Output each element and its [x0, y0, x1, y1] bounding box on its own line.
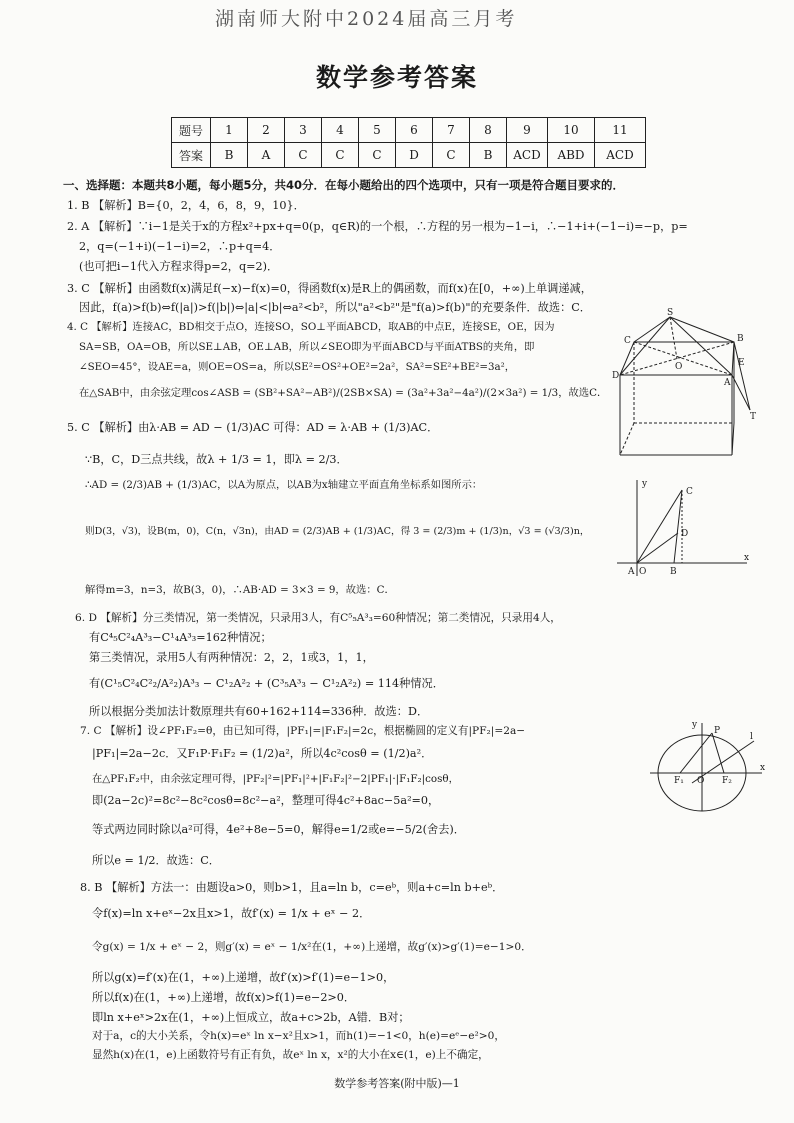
pyramid-figure — [612, 308, 757, 475]
table-cell: D — [396, 143, 433, 168]
table-cell: 6 — [396, 118, 433, 143]
figure-label: y — [642, 479, 648, 489]
table-cell: 7 — [433, 118, 470, 143]
answer-line: 6. D 【解析】分三类情况，第一类情况，只录用3人，有C⁵₅A³₃=60种情况；第二类情况，只录用4人， — [75, 612, 561, 624]
table-cell: ACD — [507, 143, 548, 168]
answer-line: 即ln x+eˣ>2x在(1，+∞)上恒成立，故a+c>2b，A错．B对； — [92, 1011, 410, 1024]
figure-label: F₂ — [722, 776, 732, 786]
answer-line: (也可把i−1代入方程求得p=2，q=2)． — [79, 260, 279, 273]
answer-line: 2，q=(−1+i)(−1−i)=2，∴p+q=4． — [79, 240, 281, 253]
answer-line: SA=SB，OA=OB，所以SE⊥AB，OE⊥AB，所以∠SEO即为平面ABCD与平面ATBS的夹角，即 — [79, 341, 535, 353]
page-header: 湖南师大附中2024届高三月考 — [215, 8, 518, 30]
answer-line: 解得m=3，n=3，故B(3，0)，∴AB·AD = 3×3 = 9，故选：C． — [85, 584, 395, 596]
table-row-header: 答案 — [172, 143, 211, 168]
figure-label: l — [750, 732, 753, 742]
page-footer: 数学参考答案(附中版)—1 — [334, 1077, 460, 1090]
answer-line: 对于a，c的大小关系，令h(x)=eˣ ln x−x²且x>1，而h(1)=−1<0，h(e)=eᵉ−e²>0， — [92, 1030, 506, 1042]
figure-label: y — [692, 720, 698, 730]
section-heading: 一、选择题：本题共8小题，每小题5分，共40分．在每小题给出的四个选项中，只有一项是符合题目要求的． — [63, 178, 625, 192]
table-cell: 9 — [507, 118, 548, 143]
answer-line: 令g(x) = 1/x + eˣ − 2，则g′(x) = eˣ − 1/x²在(1，+∞)上递增，故g′(x)>g′(1)=e−1>0． — [92, 941, 532, 953]
answer-line: 3. C 【解析】由函数f(x)满足f(−x)−f(x)=0，得函数f(x)是R上的偶函数，而f(x)在[0，+∞)上单调递减， — [67, 282, 592, 295]
table-cell: ABD — [548, 143, 595, 168]
table-row-header: 题号 — [172, 118, 211, 143]
figure-label: D — [612, 371, 620, 381]
answer-line: 所以根据分类加法计数原理共有60+162+114=336种．故选：D． — [89, 705, 429, 718]
figure-label: B — [670, 567, 677, 577]
table-cell: 4 — [322, 118, 359, 143]
table-cell: C — [359, 143, 396, 168]
figure-label: x — [744, 553, 750, 563]
figure-label: A — [724, 378, 731, 388]
answer-line: 1. B 【解析】B={0，2，4，6，8，9，10}． — [67, 199, 305, 212]
answer-line: 第三类情况，录用5人有两种情况：2，2，1或3，1，1， — [89, 651, 374, 664]
answer-line: 5. C 【解析】由λ·AB = AD − (1/3)AC 可得：AD = λ·AB + (1/3)AC． — [67, 421, 439, 434]
answer-line: 有(C¹₅C²₄C²₂/A²₂)A³₃ − C¹₂A²₂ + (C³₅A³₃ − C¹₂A²₂) = 114种情况． — [89, 677, 444, 690]
table-cell: ACD — [595, 143, 646, 168]
figure-label: C — [686, 487, 693, 497]
table-row — [172, 118, 646, 143]
figure-label: S — [667, 308, 674, 318]
coordinate-figure — [612, 478, 752, 578]
table-cell: B — [470, 143, 507, 168]
table-cell: C — [322, 143, 359, 168]
table-cell: 8 — [470, 118, 507, 143]
figure-label: O — [675, 362, 683, 372]
answer-line: 2. A 【解析】∵i−1是关于x的方程x²+px+q=0(p，q∈R)的一个根，∴方程的另一根为−1−i，∴−1+i+(−1−i)=−p，p= — [67, 220, 688, 233]
answer-table — [171, 117, 646, 168]
figure-label: A — [628, 567, 635, 577]
answer-line: ∠SEO=45°，设AE=a，则OE=OS=a，所以SE²=OS²+OE²=2a²，SA²=SE²+BE²=3a²， — [79, 361, 516, 373]
answer-line: 4. C 【解析】连接AC，BD相交于点O，连接SO，SO⊥平面ABCD，取AB的中点E，连接SE，OE，因为 — [67, 321, 555, 333]
answer-line: 7. C 【解析】设∠PF₁F₂=θ，由已知可得，|PF₁|=|F₁F₂|=2c，根据椭圆的定义有|PF₂|=2a− — [80, 725, 526, 737]
figure-label: E — [738, 358, 745, 368]
table-cell: B — [211, 143, 248, 168]
answer-line: 所以g(x)=f′(x)在(1，+∞)上递增，故f′(x)>f′(1)=e−1>0， — [92, 971, 395, 984]
figure-label: P — [714, 726, 721, 736]
answer-line: |PF₁|=2a−2c．又F₁P·F₁F₂ = (1/2)a²，所以4c²cosθ = (1/2)a²． — [92, 747, 433, 760]
answer-line: 8. B 【解析】方法一：由题设a>0，则b>1，且a=ln b，c=eᵇ，则a+c=ln b+eᵇ． — [80, 881, 504, 894]
figure-label: O — [639, 567, 647, 577]
table-cell: 1 — [211, 118, 248, 143]
answer-line: 在△PF₁F₂中，由余弦定理可得，|PF₂|²=|PF₁|²+|F₁F₂|²−2|PF₁|·|F₁F₂|cosθ， — [92, 773, 459, 785]
table-cell: A — [248, 143, 285, 168]
figure-label: x — [760, 763, 766, 773]
figure-label: B — [737, 334, 744, 344]
table-cell: C — [285, 143, 322, 168]
figure-label: F₁ — [674, 776, 684, 786]
answer-line: 等式两边同时除以a²可得，4e²+8e−5=0，解得e=1/2或e=−5/2(舍去)． — [92, 823, 465, 836]
figure-label: T — [750, 412, 757, 422]
table-cell: C — [433, 143, 470, 168]
answer-line: 所以e = 1/2．故选：C． — [92, 854, 220, 867]
figure-label: C — [624, 336, 631, 346]
answer-line: 则D(3，√3)，设B(m，0)，C(n，√3n)，由AD = (2/3)AB + (1/3)AC，得 3 = (2/3)m + (1/3)n，√3 = (√3/3)n， — [85, 526, 590, 537]
answer-line: 有C⁴₅C²₄A³₃−C¹₄A³₃=162种情况； — [89, 631, 272, 644]
answer-line: 令f(x)=ln x+eˣ−2x且x>1，故f′(x) = 1/x + eˣ − 2． — [92, 907, 371, 920]
answer-line: ∵B，C，D三点共线，故λ + 1/3 = 1，即λ = 2/3． — [85, 453, 348, 466]
figure-label: D — [681, 529, 689, 539]
table-cell: 5 — [359, 118, 396, 143]
ellipse-figure — [650, 715, 770, 815]
answer-line: 即(2a−2c)²=8c²−8c²cosθ=8c²−a²，整理可得4c²+8ac−5a²=0， — [92, 794, 440, 807]
table-row — [172, 143, 646, 168]
answer-line: 显然h(x)在(1，e)上函数符号有正有负，故eˣ ln x，x²的大小在x∈(1，e)上不确定， — [92, 1049, 489, 1061]
answer-line: ∴AD = (2/3)AB + (1/3)AC，以A为原点，以AB为x轴建立平面直角坐标系如图所示： — [85, 479, 483, 491]
figure-label: O — [697, 776, 705, 786]
answer-line: 所以f(x)在(1，+∞)上递增，故f(x)>f(1)=e−2>0． — [92, 991, 356, 1004]
table-cell: 3 — [285, 118, 322, 143]
table-cell: 11 — [595, 118, 646, 143]
page-title: 数学参考答案 — [315, 63, 478, 92]
answer-line: 因此，f(a)>f(b)⇔f(|a|)>f(|b|)⇔|a|<|b|⇔a²<b²，所以"a²<b²"是"f(a)>f(b)"的充要条件．故选：C． — [79, 301, 591, 314]
table-cell: 10 — [548, 118, 595, 143]
answer-line: 在△SAB中，由余弦定理cos∠ASB = (SB²+SA²−AB²)/(2SB×SA) = (3a²+3a²−4a²)/(2×3a²) = 1/3，故选C． — [79, 387, 608, 399]
table-cell: 2 — [248, 118, 285, 143]
